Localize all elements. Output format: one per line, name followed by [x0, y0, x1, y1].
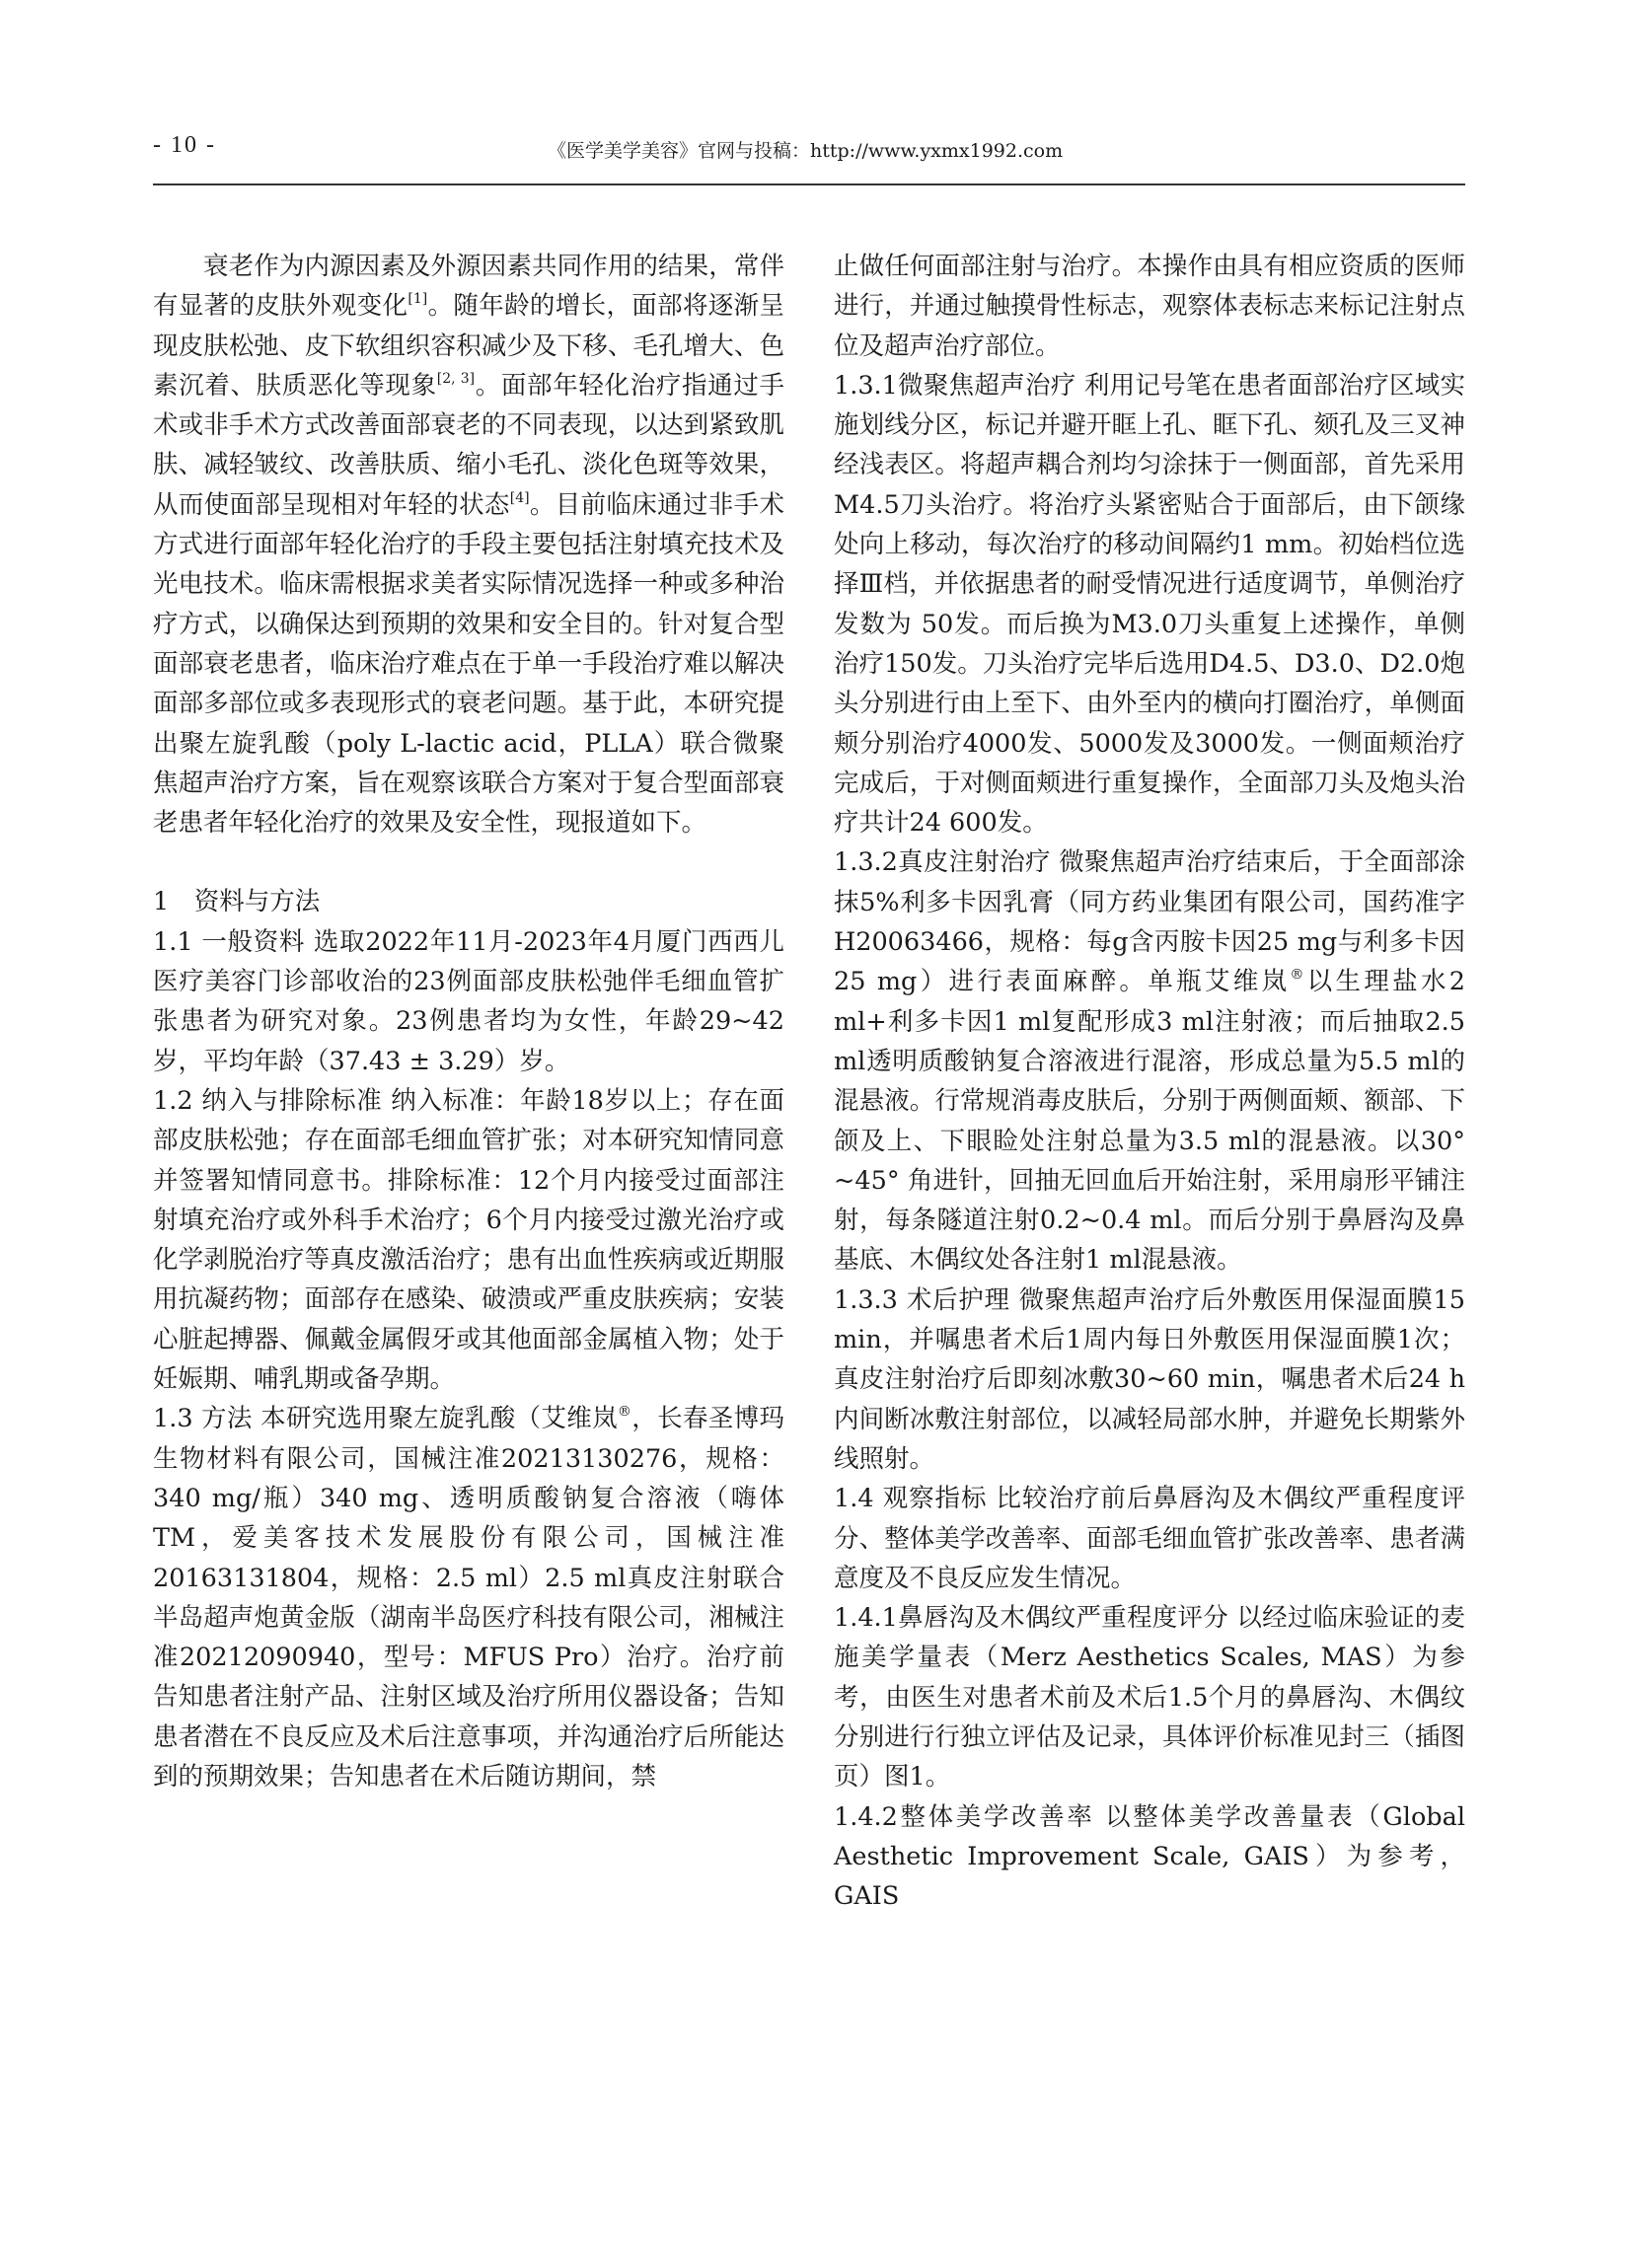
- right-column: [834, 247, 1465, 1916]
- citation-ref: [1]: [408, 291, 428, 308]
- intro-text-4: 。目前临床通过非手术方式进行面部年轻化治疗的手段主要包括注射填充技术及光电技术。临床需根据求美者实际情况选择一种或多种治疗方式，以确保达到预期的效果和安全目的。针对复合型面部衰老患者，临床治疗难点在于单一手段治疗难以解决面部多部位或多表现形式的衰老问题。基于此，本研究提出聚左旋乳酸（poly L-lactic acid，PLLA）联合微聚焦超声治疗方案，旨在观察该联合方案对于复合型面部衰老患者年轻化治疗的效果及安全性，现报道如下。: [153, 489, 784, 839]
- header-divider: [153, 183, 1465, 185]
- section-1-3-1: 1.3.1微聚焦超声治疗 利用记号笔在患者面部治疗区域实施划线分区，标记并避开眶上孔、眶下孔、颏孔及三叉神经浅表区。将超声耦合剂均匀涂抹于一侧面部，首先采用M4.5刀头治疗。将治疗头紧密贴合于面部后，由下颌缘处向上移动，每次治疗的移动间隔约1 mm。初始档位选择Ⅲ档，并依据患者的耐受情况进行适度调节，单侧治疗发数为 50发。而后换为M3.0刀头重复上述操作，单侧治疗150发。刀头治疗完毕后选用D4.5、D3.0、D2.0炮头分别进行由上至下、由外至内的横向打圈治疗，单侧面颊分别治疗4000发、5000发及3000发。一侧面颊治疗完成后，于对侧面颊进行重复操作，全面部刀头及炮头治疗共计24 600发。: [834, 370, 1465, 839]
- intro-text-1: 衰老作为内源因素及外源因素共同作用的结果，常伴有显著的皮肤外观变化: [153, 252, 784, 322]
- section-1-3-2-text-b: 以生理盐水2 ml+利多卡因1 ml复配形成3 ml注射液；而后抽取2.5 ml透明质酸钠复合溶液进行混溶，形成总量为5.5 ml的混悬液。行常规消毒皮肤后，分别于两侧面颊、额部、下颌及上、下眼睑处注射总量为3.5 ml的混悬液。以30° ~45° 角进针，回抽无回血后开始注射，采用扇形平铺注射，每条隧道注射0.2~0.4 ml。而后分别于鼻唇沟及鼻基底、木偶纹处各注射1 ml混悬液。: [834, 967, 1465, 1276]
- citation-ref: [4]: [509, 489, 530, 506]
- running-header: [153, 126, 1465, 166]
- citation-ref: [2, 3]: [436, 370, 476, 387]
- section-heading: 1 资料与方法: [153, 887, 321, 917]
- page-number: - 10 -: [153, 132, 216, 158]
- journal-header-text: 《医学美学美容》官网与投稿：http://www.yxmx1992.com: [548, 140, 1064, 162]
- registered-mark: ®: [1290, 967, 1304, 984]
- intro-paragraph: [153, 247, 784, 842]
- section-1-3-text-a: 1.3 方法 本研究选用聚左旋乳酸（艾维岚: [153, 1404, 618, 1434]
- intro-text-3: 。面部年轻化治疗指通过手术或非手术方式改善面部衰老的不同表现，以达到紧致肌肤、减轻皱纹、改善肤质、缩小毛孔、淡化色斑等效果，从而使面部呈现相对年轻的状态: [153, 370, 784, 520]
- section-1-1: 1.1 一般资料 选取2022年11月-2023年4月厦门西西儿医疗美容门诊部收治的23例面部皮肤松弛伴毛细血管扩张患者为研究对象。23例患者均为女性，年龄29~42岁，平均年龄（37.43 ± 3.29）岁。: [153, 926, 784, 1076]
- section-1-3-2-text-a: 1.3.2真皮注射治疗 微聚焦超声治疗结束后，于全面部涂抹5%利多卡因乳膏（同方药业集团有限公司，国药准字H20063466，规格：每g含丙胺卡因25 mg与利多卡因25 mg）进行表面麻醉。单瓶艾维岚: [834, 847, 1465, 997]
- section-1-3-2: [834, 842, 1465, 1280]
- intro-text-2: 。随年龄的增长，面部将逐渐呈现皮肤松弛、皮下软组织容积减少及下移、毛孔增大、色素沉着、肤质恶化等现象: [153, 291, 784, 401]
- section-1-4-1: 1.4.1鼻唇沟及木偶纹严重程度评分 以经过临床验证的麦施美学量表（Merz Aesthetics Scales, MAS）为参考，由医生对患者术前及术后1.5个月的鼻唇沟、木偶纹分别进行行独立评估及记录，具体评价标准见封三（插图页）图1。: [834, 1603, 1465, 1792]
- section-1-3-text-b: ，长春圣博玛生物材料有限公司，国械注准20213130276，规格：340 mg/瓶）340 mg、透明质酸钠复合溶液（嗨体TM，爱美客技术发展股份有限公司，国械注准20163131804，规格：2.5 ml）2.5 ml真皮注射联合半岛超声炮黄金版（湖南半岛医疗科技有限公司，湘械注准20212090940，型号：MFUS Pro）治疗。治疗前告知患者注射产品、注射区域及治疗所用仪器设备；告知患者潜在不良反应及术后注意事项，并沟通治疗后所能达到的预期效果；告知患者在术后随访期间，禁: [153, 1404, 784, 1792]
- section-1-4-2: 1.4.2整体美学改善率 以整体美学改善量表（Global Aesthetic Improvement Scale, GAIS）为参考，GAIS: [834, 1801, 1465, 1912]
- section-1-4: 1.4 观察指标 比较治疗前后鼻唇沟及木偶纹严重程度评分、整体美学改善率、面部毛细血管扩张改善率、患者满意度及不良反应发生情况。: [834, 1484, 1465, 1593]
- continued-paragraph: 止做任何面部注射与治疗。本操作由具有相应资质的医师进行，并通过触摸骨性标志，观察体表标志来标记注射点位及超声治疗部位。: [834, 252, 1465, 361]
- registered-mark: ®: [617, 1404, 631, 1421]
- section-1-3: [153, 1399, 784, 1796]
- section-1-3-3: 1.3.3 术后护理 微聚焦超声治疗后外敷医用保湿面膜15 min，并嘱患者术后1周内每日外敷医用保湿面膜1次；真皮注射治疗后即刻冰敷30~60 min，嘱患者术后24 h内间断冰敷注射部位，以减轻局部水肿，并避免长期紫外线照射。: [834, 1284, 1465, 1474]
- left-column: [153, 247, 784, 1796]
- section-1-2: 1.2 纳入与排除标准 纳入标准：年龄18岁以上；存在面部皮肤松弛；存在面部毛细血管扩张；对本研究知情同意并签署知情同意书。排除标准：12个月内接受过面部注射填充治疗或外科手术治疗；6个月内接受过激光治疗或化学剥脱治疗等真皮激活治疗；患有出血性疾病或近期服用抗凝药物；面部存在感染、破溃或严重皮肤疾病；安装心脏起搏器、佩戴金属假牙或其他面部金属植入物；处于妊娠期、哺乳期或备孕期。: [153, 1085, 784, 1395]
